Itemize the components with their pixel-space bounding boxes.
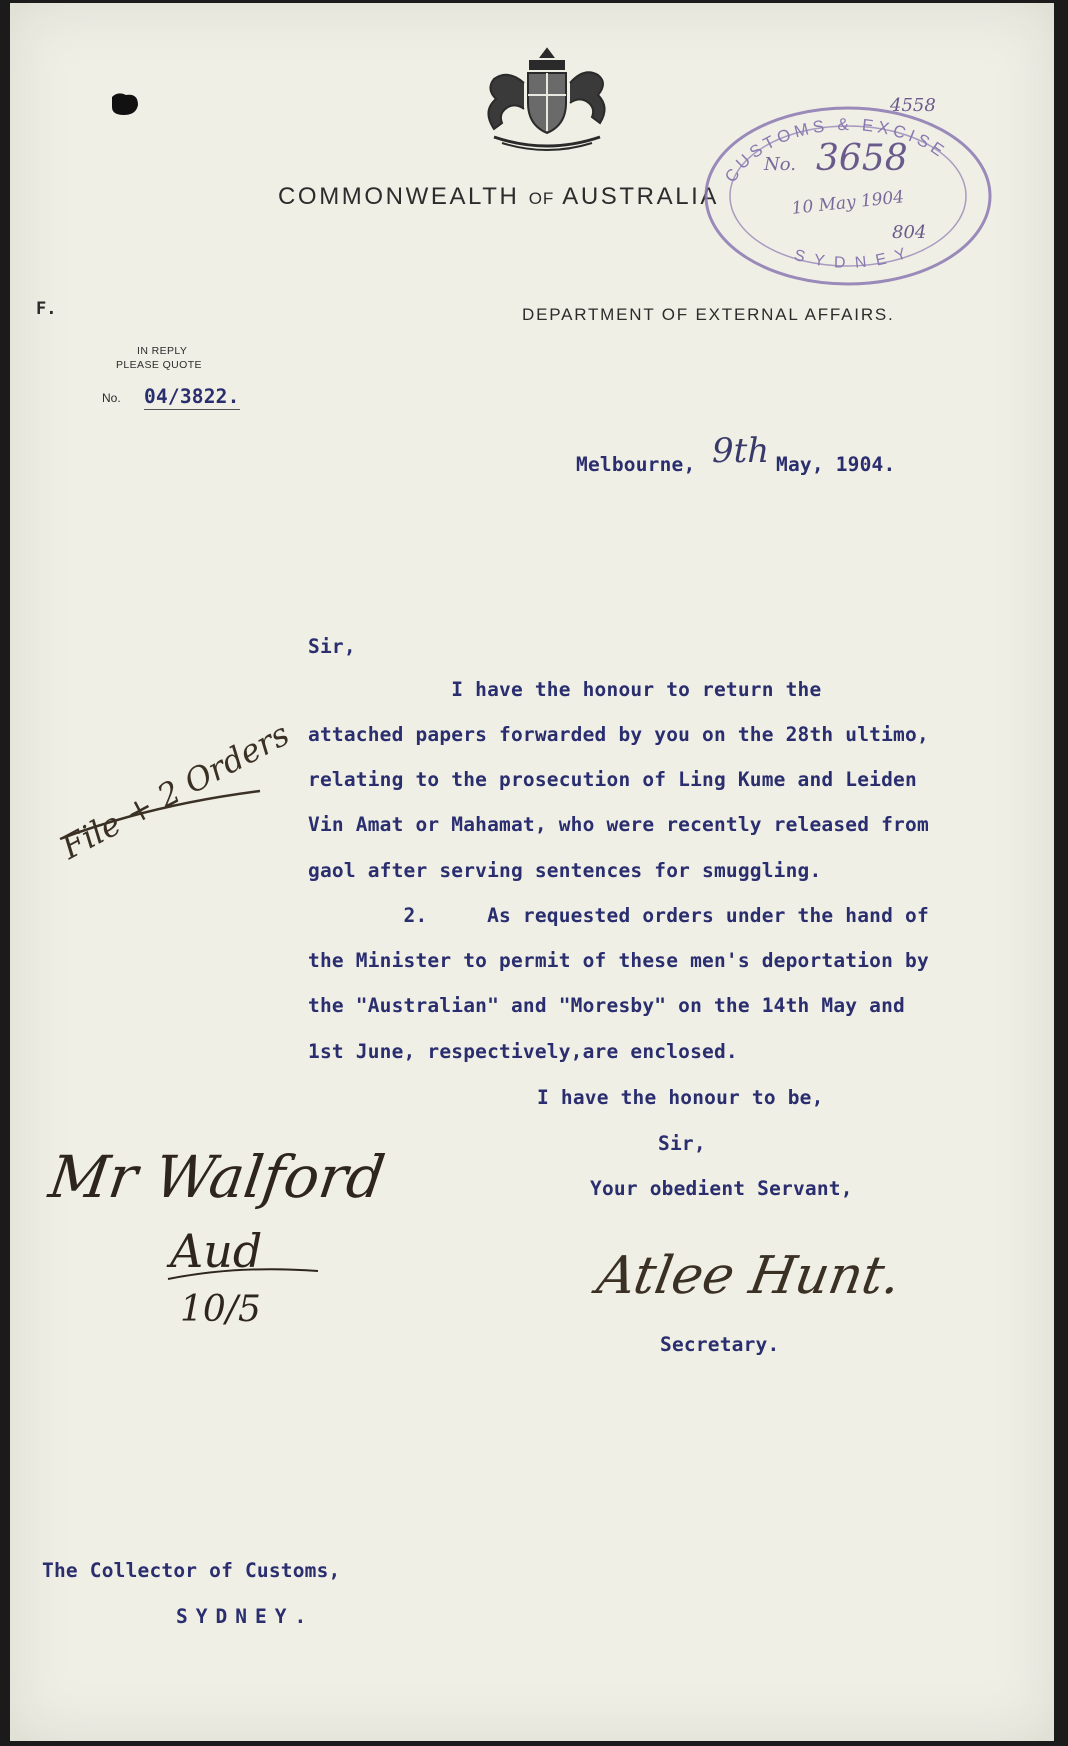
stamp-number-prefix: No. <box>764 154 796 175</box>
reply-instruction-line2: PLEASE QUOTE <box>116 359 202 371</box>
stamp-code: 804 <box>892 222 927 243</box>
body-line: gaol after serving sentences for smuggling. <box>308 859 822 882</box>
reply-instruction-line1: IN REPLY <box>137 345 188 357</box>
walford-date: 10/5 <box>180 1289 261 1330</box>
addressee-city: SYDNEY. <box>176 1605 315 1628</box>
reference-number: 04/3822. <box>144 385 240 408</box>
body-line: the Minister to permit of these men's deportation by <box>308 949 929 972</box>
ink-blot-icon <box>110 91 140 117</box>
walford-initials: Aud <box>170 1224 263 1278</box>
customs-stamp <box>698 98 998 293</box>
body-line: 1st June, respectively,are enclosed. <box>308 1040 738 1063</box>
signature-image <box>592 1231 948 1321</box>
stamp-number: 3658 <box>816 138 908 179</box>
file-note-text: File + 2 Orders <box>55 714 296 867</box>
closing-sir: Sir, <box>658 1132 706 1155</box>
coat-of-arms-icon <box>472 43 622 155</box>
file-mark: F. <box>36 299 57 319</box>
letterhead-of: OF <box>528 189 555 208</box>
body-line: attached papers forwarded by you on the 28th ultimo, <box>308 723 929 746</box>
walford-note-text: Mr Walford <box>45 1143 389 1211</box>
stamp-date: 10 May 1904 <box>790 187 906 219</box>
body-line: Vin Amat or Mahamat, who were recently released from <box>308 813 929 836</box>
body-line: I have the honour to return the <box>308 678 822 701</box>
letterhead-title <box>278 183 719 211</box>
closing-servant: Your obedient Servant, <box>590 1177 853 1200</box>
stamp-annotation: 4558 <box>890 95 936 116</box>
stamp-bottom-text: SYDNEY <box>792 241 919 272</box>
department-title: DEPARTMENT OF EXTERNAL AFFAIRS. <box>522 305 895 324</box>
body-line: 2. As requested orders under the hand of <box>308 904 929 927</box>
letterhead-commonwealth: COMMONWEALTH <box>278 183 520 210</box>
stamp-top-text: CUSTOMS & EXCISE <box>721 114 951 186</box>
reference-prefix: No. <box>102 391 121 405</box>
signature-text: Atlee Hunt. <box>592 1245 906 1306</box>
date-place: Melbourne, <box>576 453 696 476</box>
salutation: Sir, <box>308 635 356 658</box>
handwritten-walford-note <box>45 1133 390 1333</box>
letter-page <box>10 3 1054 1741</box>
closing-line: I have the honour to be, <box>537 1086 824 1109</box>
date-month-year: May, 1904. <box>776 453 896 476</box>
body-line: the "Australian" and "Moresby" on the 14th May and <box>308 994 905 1017</box>
signatory-title: Secretary. <box>660 1333 780 1356</box>
letterhead-australia: AUSTRALIA <box>562 183 720 210</box>
body-line: relating to the prosecution of Ling Kume and Leiden <box>308 768 917 791</box>
handwritten-file-note <box>38 714 296 867</box>
date-day: 9th <box>712 431 770 471</box>
addressee-line: The Collector of Customs, <box>42 1559 341 1582</box>
